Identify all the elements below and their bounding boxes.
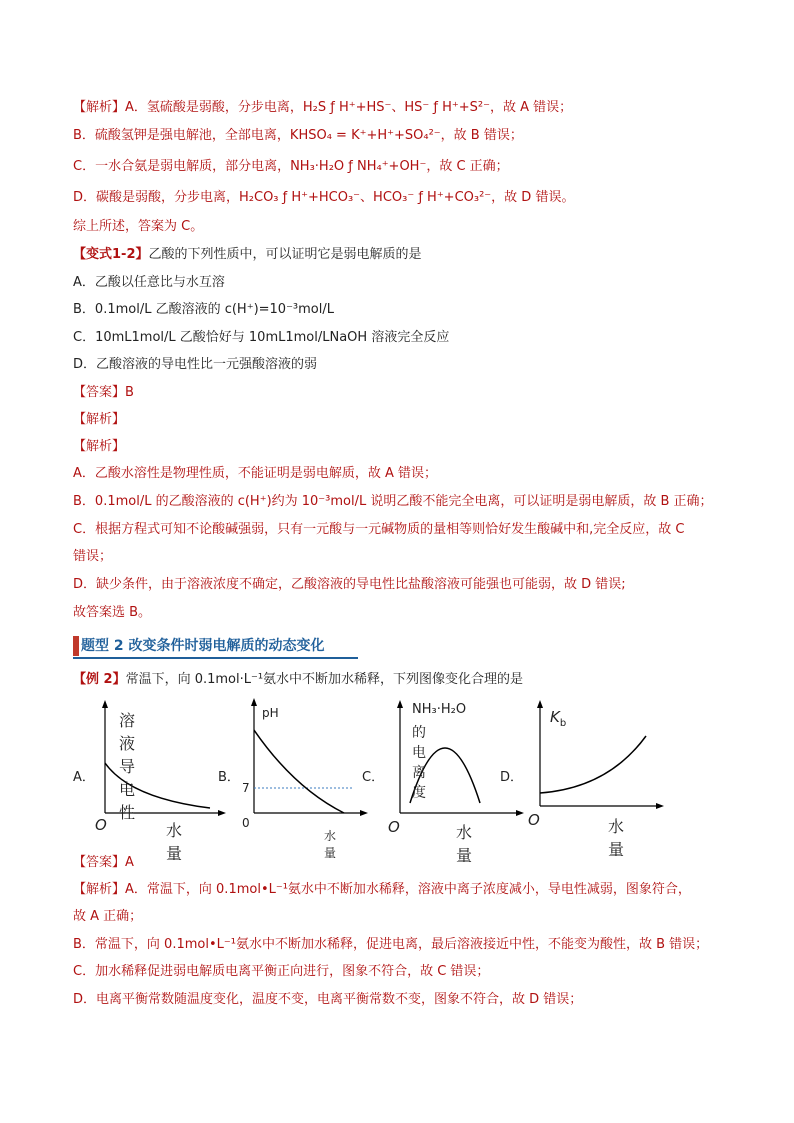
variant-answer [73, 383, 134, 403]
graph-C-origin: O [388, 818, 400, 836]
answer-value: B [125, 385, 134, 400]
graph-B-zero: 0 [242, 816, 250, 830]
graph-A-xlabel: 水量 [166, 821, 183, 863]
graph-D-ylabel-sub: b [559, 718, 567, 729]
graph-A-option: A． [73, 770, 95, 785]
graph-B-xlabel: 水量 [324, 829, 337, 860]
graph-B-curve [254, 730, 344, 813]
ex1-summary: 综上所述，答案为 C。 [73, 219, 204, 234]
variant-analysis-A: A．乙酸水溶性是物理性质，不能证明是弱电解质，故 A 错误； [73, 466, 438, 481]
variant-conclusion: 故答案选 B。 [73, 605, 152, 620]
example2-analysis-B: B．常温下，向 0.1mol•L⁻¹氨水中不断加水稀释，促进电离，最后溶液接近中性，不能变为酸性，故 B 错误； [73, 937, 709, 952]
analysis-tag: 【解析】 [73, 100, 126, 115]
example2-answer-value: A [125, 855, 134, 870]
graph-C-option: C． [362, 770, 385, 785]
example2-tag: 【例 2】 [73, 672, 126, 687]
graph-A-y-arrow [102, 700, 108, 708]
graph-C-ylabel-line1: NH₃·H₂O [412, 702, 467, 717]
example2-analysis-D: D．电离平衡常数随温度变化，温度不变，电离平衡常数不变，图象不符合，故 D 错误； [73, 992, 583, 1007]
variant-analysis-C: C．根据方程式可知不论酸碱强弱，只有一元酸与一元碱物质的量相等则恰好发生酸碱中和,完全反应，故 C [73, 522, 685, 537]
graph-D-x-arrow [656, 803, 664, 809]
graph-A-plot [95, 698, 235, 838]
graph-A-ylabel: 溶液导电性 [119, 711, 136, 822]
graph-D-ylabel-main: K [550, 708, 560, 726]
example2-answer-tag: 【答案】 [73, 855, 126, 870]
graph-D-plot [528, 698, 668, 838]
ex1-analysis-A-text: A．氢硫酸是弱酸，分步电离，H₂S ƒ H⁺+HS⁻、HS⁻ ƒ H⁺+S²⁻，故 A 错误； [125, 100, 573, 115]
graph-B-ylabel: pH [262, 706, 279, 720]
variant-analysis-B: B．0.1mol/L 的乙酸溶液的 c(H⁺)约为 10⁻³mol/L 说明乙酸不能完全电离，可以证明是弱电解质，故 B 正确； [73, 494, 713, 509]
variant-option-A: A．乙酸以任意比与水互溶 [73, 275, 225, 290]
ex1-analysis-C: C．一水合氨是弱电解质，部分电离，NH₃·H₂O ƒ NH₄⁺+OH⁻，故 C 正确； [73, 159, 509, 174]
example2-analysis-C: C．加水稀释促进弱电解质电离平衡正向进行，图象不符合，故 C 错误； [73, 964, 490, 979]
variant-analysis-D: D．缺少条件，由于溶液浓度不确定，乙酸溶液的导电性比盐酸溶液可能强也可能弱，故 D 错误; [73, 577, 626, 592]
answer-tag: 【答案】 [73, 385, 126, 400]
section-underline [73, 657, 358, 659]
variant-option-B: B．0.1mol/L 乙酸溶液的 c(H⁺)=10⁻³mol/L [73, 302, 334, 317]
variant-question [73, 245, 422, 265]
graph-B-x-arrow [360, 810, 368, 816]
example2-analysis-tag: 【解析】 [73, 882, 126, 897]
graph-B-tick7: 7 [242, 781, 250, 795]
graph-C-xlabel: 水量 [456, 823, 473, 865]
graph-B-y-arrow [251, 698, 257, 706]
example2-question-text: 常温下，向 0.1mol·L⁻¹氨水中不断加水稀释，下列图像变化合理的是 [125, 672, 524, 687]
section-marker [73, 636, 79, 656]
variant-analysis-C-cont: 错误； [73, 549, 113, 564]
graph-D-ylabel [550, 708, 566, 729]
ex1-analysis-A [73, 98, 572, 118]
graph-D-curve [540, 736, 646, 793]
graph-A-origin: O [95, 816, 107, 834]
graph-A-x-arrow [218, 810, 226, 816]
variant-analysis-tag-2: 【解析】 [73, 439, 126, 454]
section-header [73, 634, 721, 658]
example2-analysis-A [73, 880, 691, 900]
graph-C-y-arrow [397, 700, 403, 708]
example2-question [73, 670, 523, 690]
graph-D-option: D． [500, 770, 524, 785]
ex1-analysis-D: D．碳酸是弱酸，分步电离，H₂CO₃ ƒ H⁺+HCO₃⁻、HCO₃⁻ ƒ H⁺+CO₃²⁻，故 D 错误。 [73, 190, 575, 205]
variant-option-C: C．10mL1mol/L 乙酸恰好与 10mL1mol/LNaOH 溶液完全反应 [73, 330, 450, 345]
section-title: 题型 2 改变条件时弱电解质的动态变化 [81, 638, 325, 654]
graph-D-y-arrow [537, 700, 543, 708]
graph-C-x-arrow [516, 810, 524, 816]
variant-analysis-tag-1: 【解析】 [73, 412, 126, 427]
example2-answer [73, 853, 134, 873]
variant-tag: 【变式1-2】 [73, 247, 149, 262]
variant-question-text: 乙酸的下列性质中，可以证明它是弱电解质的是 [148, 247, 422, 262]
variant-option-D: D．乙酸溶液的导电性比一元强酸溶液的弱 [73, 357, 318, 372]
example2-analysis-A-cont: 故 A 正确； [73, 909, 143, 924]
graph-C-ylabel-line2: 的电离度 [412, 725, 426, 801]
ex1-analysis-B: B．硫酸氢钾是强电解池，全部电离，KHSO₄ = K⁺+H⁺+SO₄²⁻，故 B 错误； [73, 128, 523, 143]
graph-D-origin: O [528, 811, 540, 829]
graph-B-option: B． [218, 770, 240, 785]
example2-analysis-A-text: A．常温下，向 0.1mol•L⁻¹氨水中不断加水稀释，溶液中离子浓度减小，导电性减弱，图象符合， [125, 882, 691, 897]
graph-D-xlabel: 水量 [608, 817, 625, 859]
